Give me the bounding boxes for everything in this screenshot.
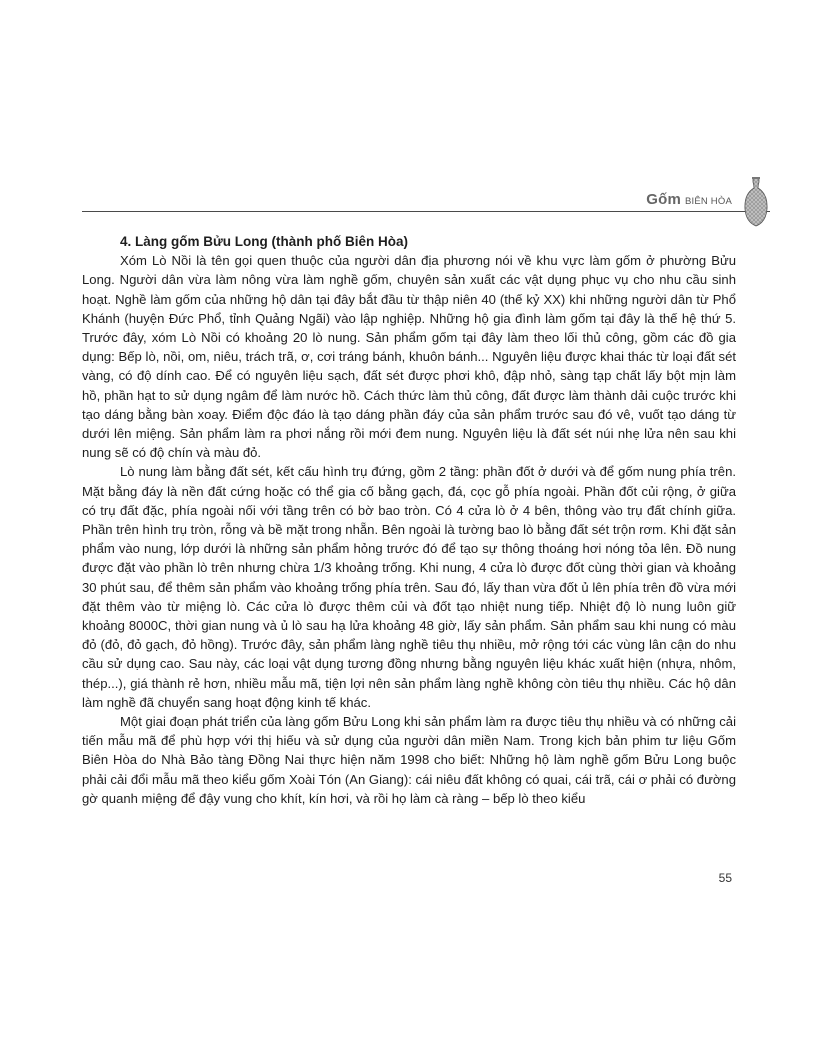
page-number: 55: [718, 871, 732, 885]
running-header: [82, 176, 770, 212]
header-rule: [82, 211, 770, 212]
paragraph-1: Xóm Lò Nồi là tên gọi quen thuộc của người dân địa phương nói về khu vực làm gốm ở phường Bửu Long. Người dân vừa làm nông vừa làm nghề gốm, chuyên sản xuất các vật dụng phục vụ cho nhu cầu sinh hoạt. Nghề làm gốm của những hộ dân tại đây bắt đầu từ thập niên 40 (thế kỷ XX) khi những người dân từ Phổ Khánh (huyện Đức Phổ, tỉnh Quảng Ngãi) vào lập nghiệp. Những hộ gia đình làm gốm tại đây là thế hệ thứ 5. Trước đây, xóm Lò Nồi có khoảng 20 lò nung. Sản phẩm gốm tại đây làm theo lối thủ công, gồm các đồ gia dụng: Bếp lò, nồi, om, niêu, trách trã, ơ, cơi tráng bánh, khuôn bánh... Nguyên liệu được khai thác từ loại đất sét vàng, có độ dính cao. Để có nguyên liệu sạch, đất sét được phơi khô, đập nhỏ, sàng tạp chất lấy bột mịn làm hồ, phần hạt to sử dụng ngâm để làm nước hồ. Cách thức làm thủ công, đất được làm thành dải cuộc trước khi tạo dáng bằng bàn xoay. Điểm độc đáo là tạo dáng phần đáy của sản phẩm trước sau đó vê, vuốt tạo dáng từ dưới lên miệng. Sản phẩm làm ra phơi nắng rồi mới đem nung. Nguyên liệu là đất sét núi nhẹ lửa nên sau khi nung sẽ có độ chín và màu đỏ.: [82, 253, 736, 461]
section-title: 4. Làng gốm Bửu Long (thành phố Biên Hòa): [120, 234, 408, 249]
header-title-main: Gốm: [646, 191, 681, 208]
paragraph-2: Lò nung làm bằng đất sét, kết cấu hình trụ đứng, gồm 2 tầng: phần đốt ở dưới và để gốm nung phía trên. Mặt bằng đáy là nền đất cứng hoặc có thể gia cố bằng gạch, đá, cọc gỗ phía ngoài. Phần đốt củi rộng, ở giữa có trụ đất đặc, phía ngoài nối với tầng trên có bờ bao tròn. Có 4 cửa lò ở 4 bên, thông vào trụ đất chính giữa. Phần trên hình trụ tròn, rỗng và bề mặt trong nhẵn. Bên ngoài là tường bao lò bằng đất sét trộn rơm. Khi đặt sản phẩm vào nung, lớp dưới là những sản phẩm hỏng trước đó để tạo sự thông thoáng hơi nóng tỏa lên. Đồ nung được đặt vào phần lò trên nhưng chừa 1/3 khoảng trống. Khi nung, 4 cửa lò được đốt cùng thời gian và khoảng 30 phút sau, để thêm sản phẩm vào khoảng trống phía trên. Sau đó, lấy than vừa đốt ủ lên phía trên đồ vừa mới đặt thêm vào từ miệng lò. Các cửa lò được thêm củi và đốt tạo nhiệt nung tiếp. Nhiệt độ lò nung luôn giữ khoảng 8000C, thời gian nung và ủ lò sau hạ lửa khoảng 48 giờ, lấy sản phẩm. Sản phẩm sau khi nung có màu đỏ (đỏ, đỏ gạch, đỏ hồng). Trước đây, sản phẩm làng nghề tiêu thụ nhiều, mở rộng tới các vùng lân cận do nhu cầu sử dụng cao. Sau này, các loại vật dụng tương đồng nhưng bằng nguyên liệu khác xuất hiện (nhựa, nhôm, thép...), giá thành rẻ hơn, nhiều mẫu mã, tiện lợi nên sản phẩm làng nghề không còn tiêu thụ nhiều. Các hộ dân làm nghề đã chuyển sang hoạt động kinh tế khác.: [82, 464, 736, 710]
running-header-title: [646, 191, 732, 208]
paragraph-3: Một giai đoạn phát triển của làng gốm Bửu Long khi sản phẩm làm ra được tiêu thụ nhiều và có những cải tiến mẫu mã để phù hợp với thị hiếu và sử dụng của người dân miền Nam. Trong kịch bản phim tư liệu Gốm Biên Hòa do Nhà Bảo tàng Đồng Nai thực hiện năm 1998 cho biết: Những hộ làm nghề gốm Bửu Long buộc phải cải đổi mẫu mã theo kiểu gốm Xoài Tón (An Giang): cái niêu đất không có quai, cái trã, cái ơ phải có đường gờ quanh miệng để đậy vung cho khít, kín hơi, và rồi họ làm cà ràng – bếp lò theo kiểu: [82, 714, 736, 806]
vase-icon: [742, 176, 770, 228]
header-title-sub: BIÊN HÒA: [685, 196, 732, 207]
article-body: [82, 232, 736, 808]
